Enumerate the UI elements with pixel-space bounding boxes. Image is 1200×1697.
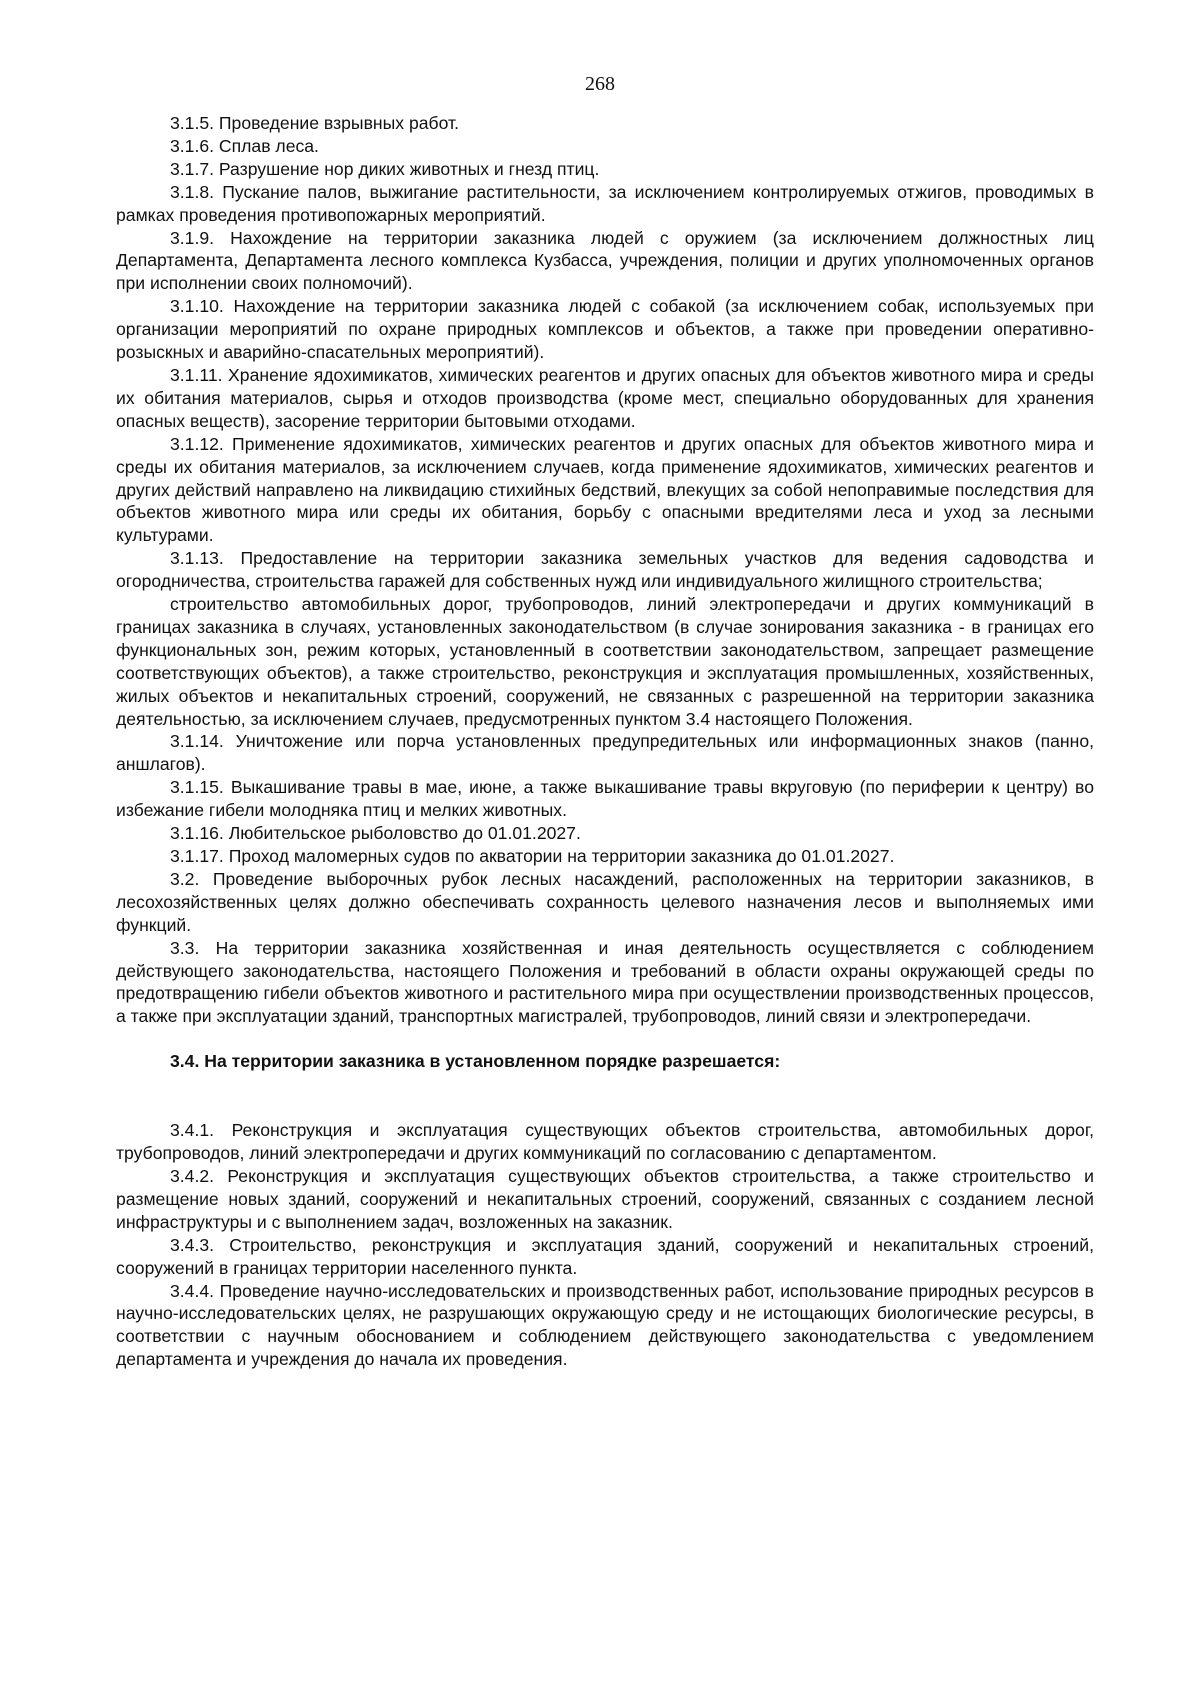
paragraph-3-1-8: 3.1.8. Пускание палов, выжигание растительности, за исключением контролируемых отжигов, проводимых в рамках проведения противопожарных мероприятий.	[116, 181, 1094, 225]
paragraph-3-1-7: 3.1.7. Разрушение нор диких животных и гнезд птиц.	[170, 158, 600, 179]
paragraph-3-3: 3.3. На территории заказника хозяйственная и иная деятельность осуществляется с соблюдением действующего законодательства, настоящего Положения и требований в области охраны окружающей среды по предотвращению гибели объектов животного и растительного мира при осуществлении производственных процессов, а также при эксплуатации зданий, транспортных магистралей, трубопроводов, линий связи и электропередачи.	[116, 937, 1094, 1027]
paragraph-3-4-4: 3.4.4. Проведение научно-исследовательских и производственных работ, использование природных ресурсов в научно-исследовательских целях, не разрушающих окружающую среду и не истощающих биологические ресурсы, в соответствии с научным обоснованием и соблюдением действующего законодательства с уведомлением департамента и учреждения до начала их проведения.	[116, 1280, 1094, 1370]
paragraph-3-1-16: 3.1.16. Любительское рыболовство до 01.01.2027.	[170, 823, 581, 844]
paragraph-3-1-14: 3.1.14. Уничтожение или порча установленных предупредительных или информационных знаков (панно, аншлагов).	[116, 731, 1094, 775]
paragraph-3-2: 3.2. Проведение выборочных рубок лесных насаждений, расположенных на территории заказников, в лесохозяйственных целях должно обеспечивать сохранность целевого назначения лесов и выполняемых ими функций.	[116, 868, 1094, 935]
paragraph-3-1-15: 3.1.15. Выкашивание травы в мае, июне, а также выкашивание травы вкруговую (по периферии к центру) во избежание гибели молодняка птиц и мелких животных.	[116, 777, 1094, 821]
paragraph-3-1-5: 3.1.5. Проведение взрывных работ.	[170, 113, 460, 133]
paragraph-3-1-10: 3.1.10. Нахождение на территории заказника людей с собакой (за исключением собак, используемых при организации мероприятий по охране природных комплексов и объектов, а также при проведении оперативно-розыскных и аварийно-спасательных мероприятий).	[116, 296, 1094, 363]
paragraph-3-1-9: 3.1.9. Нахождение на территории заказника людей с оружием (за исключением должностных лиц Департамента, Департамента лесного комплекса Кузбасса, учреждения, полиции и других уполномоченных органов при исполнении своих полномочий).	[116, 227, 1094, 294]
paragraph-3-4-1: 3.4.1. Реконструкция и эксплуатация существующих объектов строительства, автомобильных дорог, трубопроводов, линий электропередачи и других коммуникаций по согласованию с департаментом.	[116, 1120, 1094, 1164]
paragraph-3-4-3: 3.4.3. Строительство, реконструкция и эксплуатация зданий, сооружений и некапитальных строений, сооружений в границах территории населенного пункта.	[116, 1234, 1094, 1278]
document-body	[116, 112, 1094, 1371]
paragraph-3-1-6: 3.1.6. Сплав леса.	[170, 135, 319, 156]
page-number: 268	[585, 73, 615, 95]
paragraph-3-1-17: 3.1.17. Проход маломерных судов по акватории на территории заказника до 01.01.2027.	[170, 846, 895, 866]
paragraph-3-4-2: 3.4.2. Реконструкция и эксплуатация существующих объектов строительства, а также строительство и размещение новых зданий, сооружений и некапитальных строений, сооружений, связанных с созданием лесной инфраструктуры и с выполнением задач, возложенных на заказник.	[116, 1165, 1094, 1232]
paragraph-3-1-12: 3.1.12. Применение ядохимикатов, химических реагентов и других опасных для объектов животного мира и среды их обитания материалов, за исключением случаев, когда применение ядохимикатов, химических реагентов и других действий направлено на ликвидацию стихийных бедствий, влекущих за собой непоправимые последствия для объектов животного мира или среды их обитания, борьбу с опасными вредителями леса и уход за лесными культурами.	[116, 433, 1094, 546]
section-heading-3-4: 3.4. На территории заказника в установленном порядке разрешается:	[170, 1051, 781, 1072]
paragraph-3-1-13: 3.1.13. Предоставление на территории заказника земельных участков для ведения садоводства и огородничества, строительства гаражей для собственных нужд или индивидуального жилищного строительства;	[116, 548, 1094, 592]
paragraph-3-1-11: 3.1.11. Хранение ядохимикатов, химических реагентов и других опасных для объектов животного мира и среды их обитания материалов, сырья и отходов производства (кроме мест, специально оборудованных для хранения опасных веществ), засорение территории бытовыми отходами.	[116, 364, 1094, 431]
paragraph-3-1-13-continued: строительство автомобильных дорог, трубопроводов, линий электропередачи и других коммуникаций в границах заказника в случаях, установленных законодательством (в случае зонирования заказника - в границах его функциональных зон, режим которых, установленный в соответствии законодательством, запрещает размещение соответствующих объектов), а также строительство, реконструкция и эксплуатация промышленных, хозяйственных, жилых объектов и некапитальных строений, сооружений, не связанных с разрешенной на территории заказника деятельностью, за исключением случаев, предусмотренных пунктом 3.4 настоящего Положения.	[116, 594, 1094, 729]
